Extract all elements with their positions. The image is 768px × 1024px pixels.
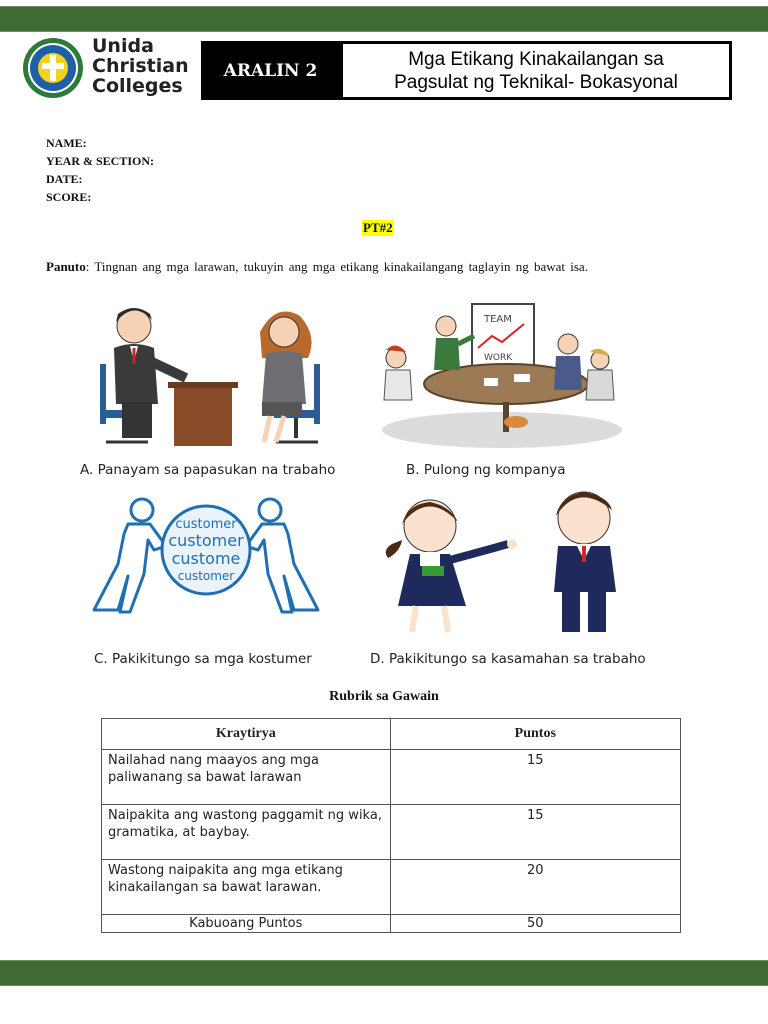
rubric-total-points: 50 xyxy=(390,915,680,933)
score-field: SCORE: xyxy=(46,190,92,204)
rubric-criteria: Wastong naipakita ang mga etikang kinakailangan sa bawat larawan. xyxy=(102,860,391,915)
globe-word-2: customer xyxy=(168,531,244,550)
caption-d: D. Pakikitungo sa kasamahan sa trabaho xyxy=(370,651,646,667)
rubric-header-criteria: Kraytirya xyxy=(102,719,391,750)
name-field: NAME: xyxy=(46,136,87,150)
table-row xyxy=(102,805,681,860)
rubric-criteria: Naipakita ang wastong paggamit ng wika, gramatika, at baybay. xyxy=(102,805,391,860)
meeting-illustration xyxy=(374,300,636,450)
rubric-points: 15 xyxy=(390,750,680,805)
caption-c: C. Pakikitungo sa mga kostumer xyxy=(94,651,312,667)
colleagues-illustration xyxy=(378,488,640,640)
table-row xyxy=(102,860,681,915)
globe-word-4: customer xyxy=(177,569,235,583)
lesson-label: ARALIN 2 xyxy=(201,41,340,100)
rubric-total-row xyxy=(102,915,681,933)
performance-task-label: PT#2 xyxy=(363,220,393,235)
table-row xyxy=(102,750,681,805)
year-section-field: YEAR & SECTION: xyxy=(46,154,155,168)
top-band xyxy=(0,6,768,32)
globe-word-3: custome xyxy=(171,549,241,568)
rubric-table xyxy=(101,718,681,933)
board-text-work: WORK xyxy=(484,353,513,363)
school-seal-logo xyxy=(22,37,84,99)
rubric-points: 15 xyxy=(390,805,680,860)
rubric-total-label: Kabuoang Puntos xyxy=(102,915,391,933)
bottom-band xyxy=(0,960,768,986)
globe-word-1: customer xyxy=(175,517,237,532)
school-name: Unida Christian Colleges xyxy=(92,35,189,97)
student-fields xyxy=(46,134,154,206)
board-text-team: TEAM xyxy=(484,314,512,325)
caption-b: B. Pulong ng kompanya xyxy=(406,462,566,478)
rubric-header-row xyxy=(102,719,681,750)
instructions-text: : Tingnan ang mga larawan, tukuyin ang mga etikang kinakailangang taglayin ng bawat isa. xyxy=(85,259,588,274)
instructions-label: Panuto xyxy=(46,259,86,274)
rubric-header-points: Puntos xyxy=(390,719,680,750)
rubric-criteria: Nailahad nang maayos ang mga paliwanang sa bawat larawan xyxy=(102,750,391,805)
interview-illustration xyxy=(78,292,350,452)
date-field: DATE: xyxy=(46,172,83,186)
instructions xyxy=(46,259,706,275)
customer-globe-illustration xyxy=(88,494,324,618)
caption-a: A. Panayam sa papasukan na trabaho xyxy=(80,462,336,478)
rubric-title: Rubrik sa Gawain xyxy=(329,689,439,704)
rubric-points: 20 xyxy=(390,860,680,915)
lesson-title: Mga Etikang Kinakailangan sa Pagsulat ng Teknikal- Bokasyonal xyxy=(340,41,732,100)
